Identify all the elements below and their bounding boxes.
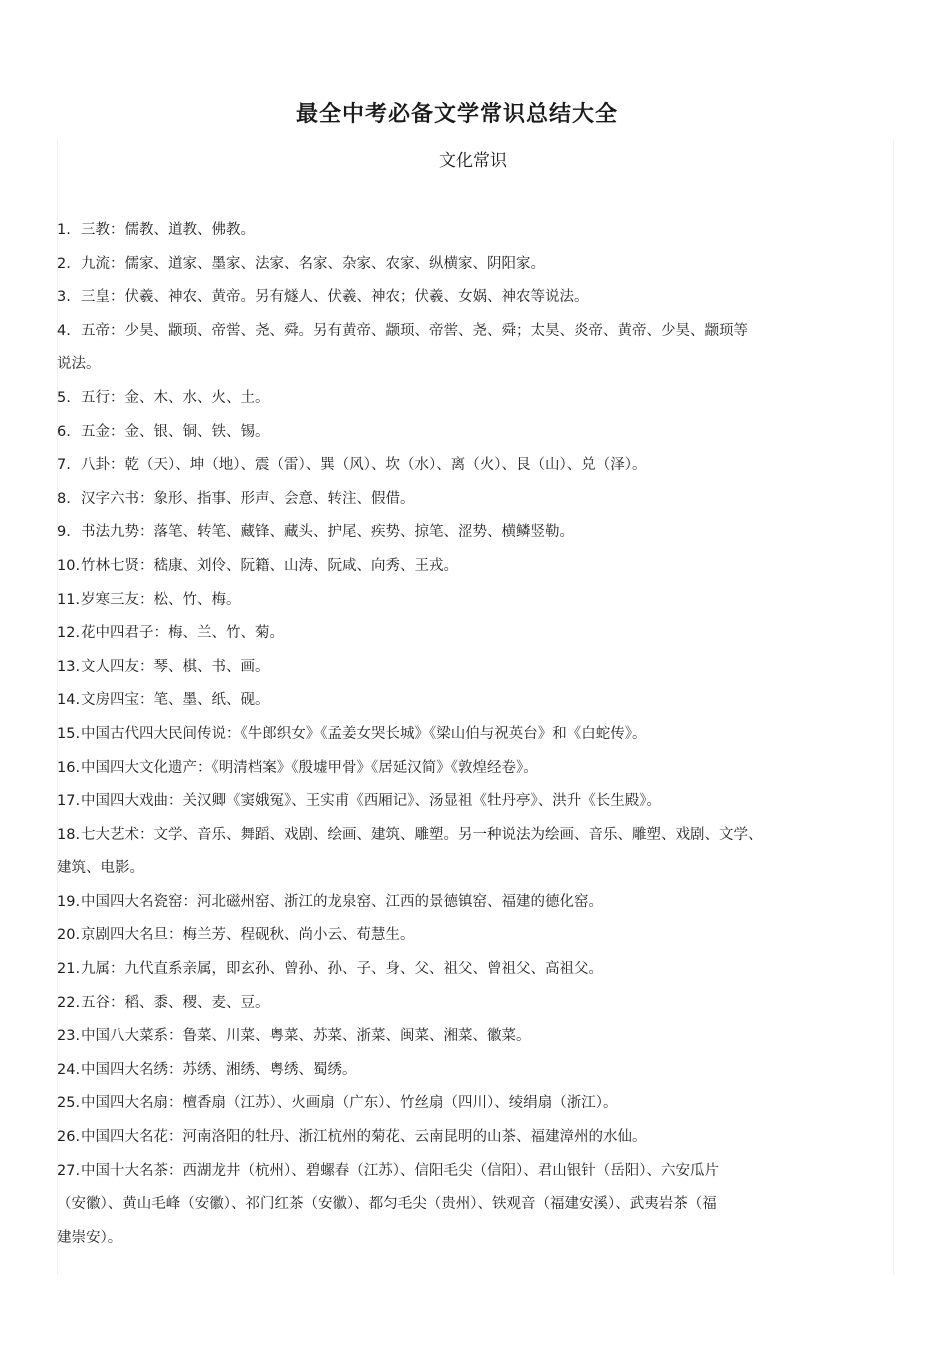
knowledge-list	[57, 214, 847, 1255]
item-number: 3.	[57, 289, 71, 306]
list-item	[57, 248, 847, 282]
item-text-continuation: （安徽）、黄山毛峰（安徽）、祁门红茶（安徽）、都匀毛尖（贵州）、铁观音（福建安溪）、武夷岩茶（福	[57, 1196, 717, 1213]
item-number: 11.	[57, 591, 81, 608]
item-text: 中国四大戏曲：关汉卿《窦娥冤》、王实甫《西厢记》、汤显祖《牡丹亭》、洪升《长生殿》。	[81, 793, 661, 810]
item-number: 5.	[57, 389, 71, 406]
item-text: 七大艺术：文学、音乐、舞蹈、戏剧、绘画、建筑、雕塑。另一种说法为绘画、音乐、雕塑、戏剧、文学、	[81, 826, 763, 843]
item-number: 2.	[57, 255, 71, 272]
item-text: 三教：儒教、道教、佛教。	[81, 222, 255, 238]
item-text-continuation: 建筑、电影。	[57, 860, 144, 877]
item-number: 9.	[57, 524, 71, 541]
item-text-continuation: 说法。	[57, 356, 101, 373]
item-number: 13.	[57, 658, 81, 675]
item-text: 五谷：稻、黍、稷、麦、豆。	[81, 994, 270, 1011]
item-number: 26.	[57, 1129, 81, 1146]
list-item	[57, 684, 847, 718]
item-number: 20.	[57, 927, 81, 944]
list-item	[57, 483, 847, 517]
item-text: 五金：金、银、铜、铁、锡。	[81, 423, 270, 440]
list-item	[57, 785, 847, 819]
item-number: 24.	[57, 1061, 81, 1078]
item-number: 27.	[57, 1162, 81, 1179]
item-number: 10.	[57, 557, 81, 574]
item-number: 16.	[57, 759, 81, 776]
item-text: 三皇：伏羲、神农、黄帝。另有燧人、伏羲、神农；伏羲、女娲、神农等说法。	[81, 289, 589, 306]
list-item	[57, 550, 847, 584]
list-item	[57, 752, 847, 786]
list-item	[57, 449, 847, 483]
item-text: 文房四宝：笔、墨、纸、砚。	[81, 692, 270, 709]
item-text: 五帝：少昊、颛顼、帝喾、尧、舜。另有黄帝、颛顼、帝喾、尧、舜；太昊、炎帝、黄帝、少昊、颛顼等	[81, 322, 748, 339]
list-item	[57, 416, 847, 450]
list-item	[57, 1155, 847, 1256]
list-item	[57, 1020, 847, 1054]
item-text: 汉字六书：象形、指事、形声、会意、转注、假借。	[81, 490, 415, 507]
list-item	[57, 281, 847, 315]
item-text: 中国十大名茶：西湖龙井（杭州）、碧螺春（江苏）、信阳毛尖（信阳）、君山银针（岳阳）、六安瓜片	[81, 1162, 719, 1179]
item-text: 中国四大文化遗产：《明清档案》《殷墟甲骨》《居延汉简》《敦煌经卷》。	[81, 759, 538, 776]
page-title: 最全中考必备文学常识总结大全	[295, 101, 618, 127]
list-item	[57, 1121, 847, 1155]
list-item	[57, 214, 847, 248]
item-number: 12.	[57, 625, 81, 642]
item-number: 23.	[57, 1028, 81, 1045]
item-number: 21.	[57, 961, 81, 978]
list-item	[57, 886, 847, 920]
item-number: 1.	[57, 222, 71, 238]
item-text: 中国八大菜系：鲁菜、川菜、粤菜、苏菜、浙菜、闽菜、湘菜、徽菜。	[81, 1028, 531, 1045]
item-number: 7.	[57, 457, 71, 474]
item-text: 京剧四大名旦：梅兰芳、程砚秋、尚小云、荀慧生。	[81, 927, 415, 944]
item-number: 17.	[57, 793, 81, 810]
item-number: 8.	[57, 490, 71, 507]
item-number: 15.	[57, 725, 81, 742]
list-item	[57, 1054, 847, 1088]
item-number: 14.	[57, 692, 81, 709]
item-number: 22.	[57, 994, 81, 1011]
item-text: 书法九势：落笔、转笔、藏锋、藏头、护尾、疾势、掠笔、涩势、横鳞竖勒。	[81, 524, 574, 541]
item-number: 18.	[57, 826, 81, 843]
list-item	[57, 953, 847, 987]
item-text: 五行：金、木、水、火、土。	[81, 389, 270, 406]
list-item	[57, 584, 847, 618]
item-text: 中国四大名花：河南洛阳的牡丹、浙江杭州的菊花、云南昆明的山茶、福建漳州的水仙。	[81, 1129, 647, 1146]
list-item	[57, 1087, 847, 1121]
item-number: 4.	[57, 322, 71, 339]
section-title: 文化常识	[439, 151, 507, 171]
item-text: 中国四大名绣：苏绣、湘绣、粤绣、蜀绣。	[81, 1061, 357, 1078]
list-item	[57, 516, 847, 550]
item-text: 九属：九代直系亲属，即玄孙、曾孙、孙、子、身、父、祖父、曾祖父、高祖父。	[81, 961, 603, 978]
item-number: 25.	[57, 1095, 81, 1112]
list-item	[57, 919, 847, 953]
item-text: 中国古代四大民间传说：《牛郎织女》《孟姜女哭长城》《梁山伯与祝英台》和《白蛇传》。	[81, 725, 647, 742]
item-text: 九流：儒家、道家、墨家、法家、名家、杂家、农家、纵横家、阴阳家。	[81, 255, 545, 272]
item-text: 八卦：乾（天）、坤（地）、震（雷）、巽（风）、坎（水）、离（火）、艮（山）、兑（泽）。	[81, 457, 647, 474]
list-item	[57, 718, 847, 752]
item-text-continuation: 建崇安）。	[57, 1229, 123, 1246]
item-text: 竹林七贤：嵇康、刘伶、阮籍、山涛、阮咸、向秀、王戎。	[81, 557, 458, 574]
item-number: 19.	[57, 893, 81, 910]
item-text: 中国四大名瓷窑：河北磁州窑、浙江的龙泉窑、江西的景德镇窑、福建的德化窑。	[81, 893, 603, 910]
item-text: 文人四友：琴、棋、书、画。	[81, 658, 270, 675]
list-item	[57, 315, 847, 382]
list-item	[57, 987, 847, 1021]
item-text: 中国四大名扇：檀香扇（江苏）、火画扇（广东）、竹丝扇（四川）、绫绢扇（浙江）。	[81, 1095, 618, 1112]
item-text: 岁寒三友：松、竹、梅。	[81, 591, 241, 608]
list-item	[57, 617, 847, 651]
item-number: 6.	[57, 423, 71, 440]
list-item	[57, 382, 847, 416]
list-item	[57, 651, 847, 685]
list-item	[57, 819, 847, 886]
item-text: 花中四君子：梅、兰、竹、菊。	[81, 625, 284, 642]
